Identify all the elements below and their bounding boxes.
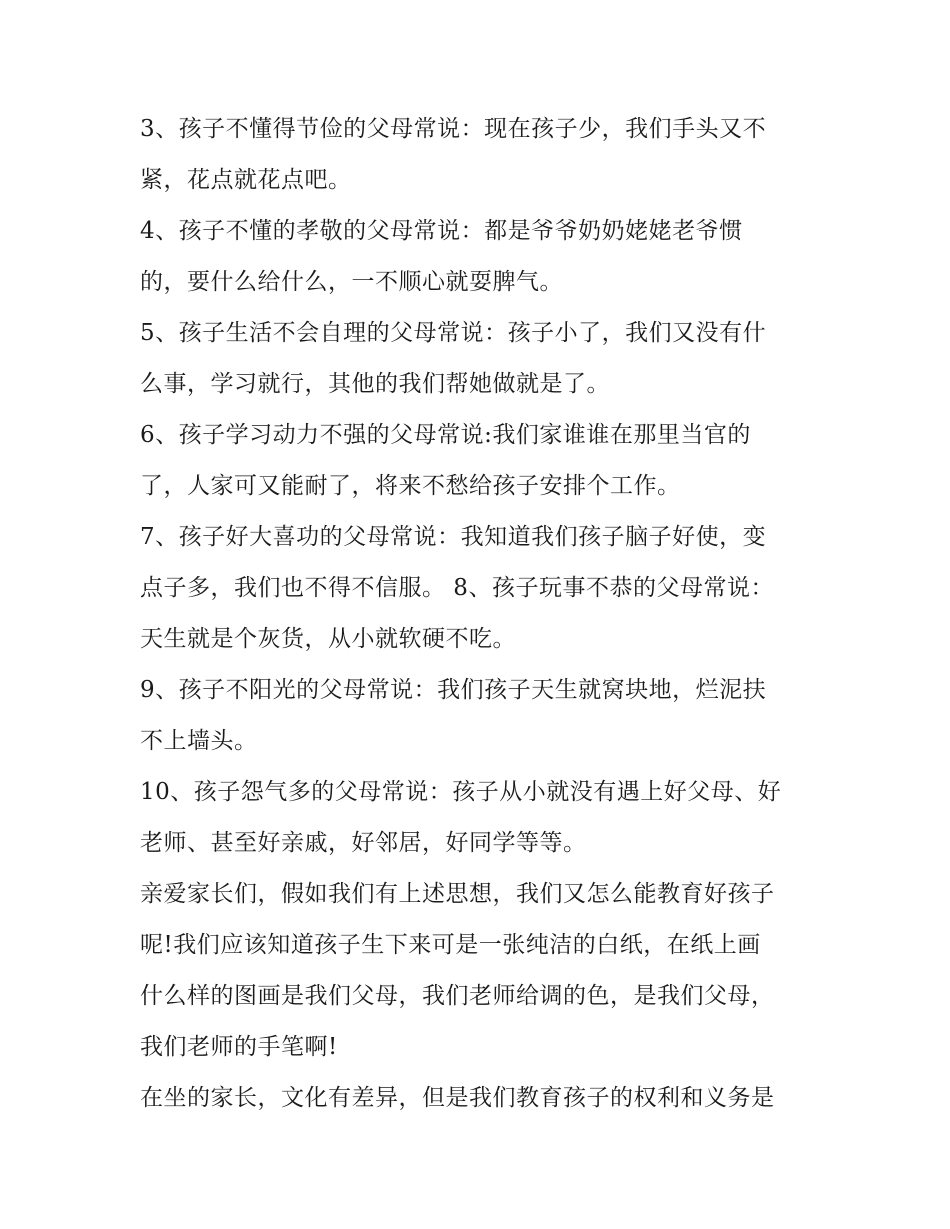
text-line: 么事，学习就行，其他的我们帮她做就是了。 bbox=[140, 371, 610, 397]
text-line: 了，人家可又能耐了，将来不愁给孩子安排个工作。 bbox=[140, 473, 681, 499]
text-line: 7、孩子好大喜功的父母常说：我知道我们孩子脑子好使，变 bbox=[140, 524, 767, 550]
text-line: 9、孩子不阳光的父母常说：我们孩子天生就窝块地，烂泥扶 bbox=[140, 677, 767, 703]
text-line: 不上墙头。 bbox=[140, 728, 258, 754]
text-line: 亲爱家长们，假如我们有上述思想，我们又怎么能教育好孩子 bbox=[140, 881, 775, 907]
text-line: 10、孩子怨气多的父母常说：孩子从小就没有遇上好父母、好 bbox=[140, 779, 782, 805]
text-line: 6、孩子学习动力不强的父母常说:我们家谁谁在那里当官的 bbox=[140, 422, 751, 448]
text-line: 什么样的图画是我们父母，我们老师给调的色，是我们父母， bbox=[140, 983, 775, 1009]
text-line: 在坐的家长，文化有差异，但是我们教育孩子的权利和义务是 bbox=[140, 1085, 775, 1111]
text-line: 天生就是个灰货，从小就软硬不吃。 bbox=[140, 626, 516, 652]
document-body bbox=[140, 104, 820, 1124]
text-line: 的，要什么给什么，一不顺心就耍脾气。 bbox=[140, 269, 563, 295]
text-line: 紧，花点就花点吧。 bbox=[140, 167, 352, 193]
text-line: 4、孩子不懂的孝敬的父母常说：都是爷爷奶奶姥姥老爷惯 bbox=[140, 218, 743, 244]
text-line: 5、孩子生活不会自理的父母常说：孩子小了，我们又没有什 bbox=[140, 320, 767, 346]
text-line: 3、孩子不懂得节俭的父母常说：现在孩子少，我们手头又不 bbox=[140, 116, 767, 142]
text-line: 点子多，我们也不得不信服。 8、孩子玩事不恭的父母常说： bbox=[140, 575, 774, 601]
text-line: 老师、甚至好亲戚，好邻居，好同学等等。 bbox=[140, 830, 587, 856]
text-line: 我们老师的手笔啊! bbox=[140, 1034, 338, 1060]
text-line: 呢!我们应该知道孩子生下来可是一张纯洁的白纸，在纸上画 bbox=[140, 932, 761, 958]
